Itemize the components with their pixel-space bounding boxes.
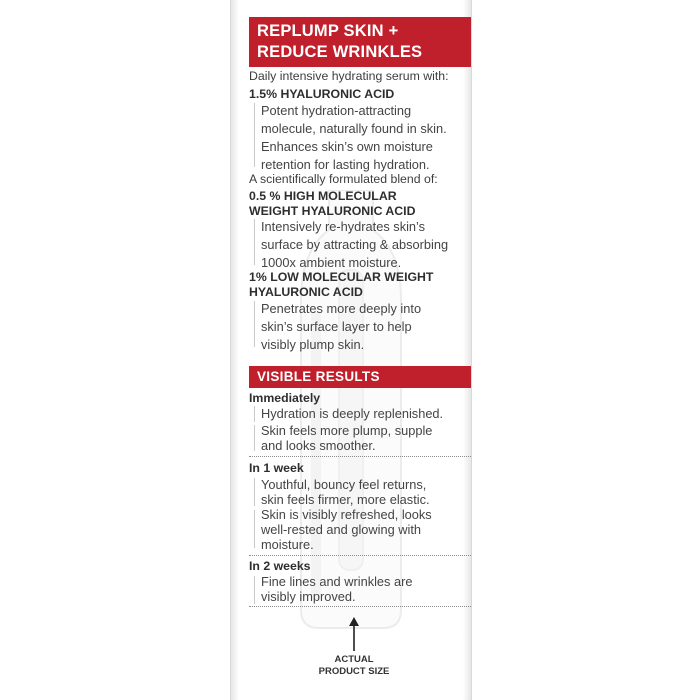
caption-line-1: ACTUAL xyxy=(334,654,374,665)
week2-item-1-line-1: Fine lines and wrinkles are xyxy=(261,574,413,589)
week1-bar-2 xyxy=(254,510,255,548)
week1-bar-1 xyxy=(254,478,255,506)
high-mw-title-2: WEIGHT HYALURONIC ACID xyxy=(249,204,416,218)
ha15-line-3: Enhances skin’s own moisture xyxy=(261,139,433,154)
high-mw-bar xyxy=(254,219,255,265)
low-mw-line-3: visibly plump skin. xyxy=(261,337,365,352)
high-mw-line-3: 1000x ambient moisture. xyxy=(261,255,402,270)
high-mw-line-1: Intensively re-hydrates skin’s xyxy=(261,219,426,234)
ha15-bar xyxy=(254,103,255,167)
ha15-title: 1.5% HYALURONIC ACID xyxy=(249,87,395,101)
caption-line-2: PRODUCT SIZE xyxy=(318,666,390,677)
low-mw-line-2: skin’s surface layer to help xyxy=(261,319,412,334)
low-mw-title-2: HYALURONIC ACID xyxy=(249,285,363,299)
box-left-shade xyxy=(231,0,239,700)
immediately-heading: Immediately xyxy=(249,391,321,405)
high-mw-title-1: 0.5 % HIGH MOLECULAR xyxy=(249,189,397,203)
week1-item-2-line-1: Skin is visibly refreshed, looks xyxy=(261,507,432,522)
headline-line-1: REPLUMP SKIN + xyxy=(257,22,399,40)
box-right-shade xyxy=(463,0,471,700)
ha15-line-2: molecule, naturally found in skin. xyxy=(261,121,447,136)
intro-text: Daily intensive hydrating serum with: xyxy=(249,69,449,83)
immediately-item-2-line-2: and looks smoother. xyxy=(261,438,376,453)
arrow-up-icon xyxy=(349,617,359,651)
divider-2 xyxy=(249,555,471,556)
headline-line-2: REDUCE WRINKLES xyxy=(257,43,423,61)
actual-size-caption xyxy=(311,654,397,678)
week2-heading: In 2 weeks xyxy=(249,559,311,573)
divider-3 xyxy=(249,606,471,607)
immediately-bar-2 xyxy=(254,425,255,451)
week1-item-1-line-2: skin feels firmer, more elastic. xyxy=(261,492,430,507)
ha15-line-1: Potent hydration-attracting xyxy=(261,103,412,118)
week1-item-2-line-2: well-rested and glowing with xyxy=(261,522,422,537)
ha15-line-4: retention for lasting hydration. xyxy=(261,157,430,172)
headline-banner xyxy=(249,17,471,67)
week2-item-1-line-2: visibly improved. xyxy=(261,589,356,604)
low-mw-bar xyxy=(254,301,255,347)
week1-heading: In 1 week xyxy=(249,461,304,475)
immediately-item-1: Hydration is deeply replenished. xyxy=(261,406,444,421)
week2-bar-1 xyxy=(254,576,255,604)
week1-item-1-line-1: Youthful, bouncy feel returns, xyxy=(261,477,427,492)
results-banner: VISIBLE RESULTS xyxy=(249,366,471,388)
immediately-bar-1 xyxy=(254,406,255,422)
high-mw-line-2: surface by attracting & absorbing xyxy=(261,237,449,252)
blend-intro-text: A scientifically formulated blend of: xyxy=(249,172,438,186)
divider-1 xyxy=(249,456,471,457)
product-box-side-panel xyxy=(230,0,472,700)
low-mw-line-1: Penetrates more deeply into xyxy=(261,301,422,316)
immediately-item-2-line-1: Skin feels more plump, supple xyxy=(261,423,433,438)
low-mw-title-1: 1% LOW MOLECULAR WEIGHT xyxy=(249,270,434,284)
week1-item-2-line-3: moisture. xyxy=(261,537,314,552)
